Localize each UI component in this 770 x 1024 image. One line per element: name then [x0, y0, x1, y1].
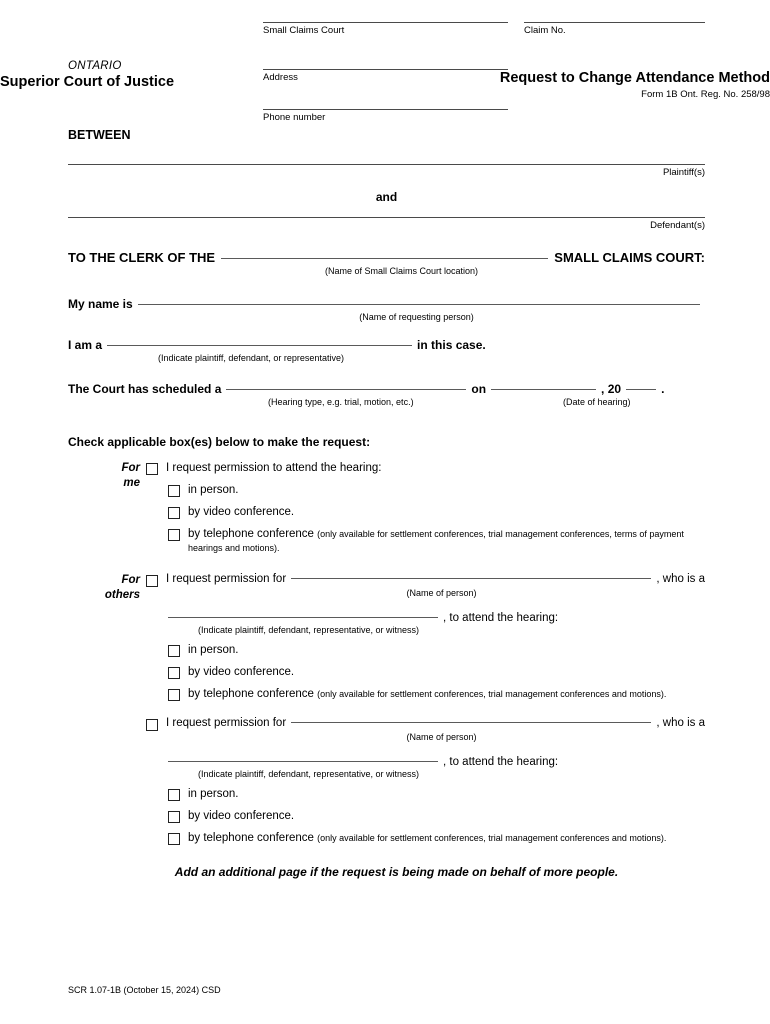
i-am-a-prefix: I am a [68, 338, 103, 352]
others1-role-suffix: , to attend the hearing: [443, 612, 559, 624]
scheduled-prefix: The Court has scheduled a [68, 382, 222, 396]
others1-in-person-row[interactable] [168, 643, 705, 657]
others2-prefix: I request permission for [166, 717, 287, 729]
me-telephone-label: by telephone conference [188, 528, 314, 540]
others2-in-person-row[interactable] [168, 787, 705, 801]
address-rule [263, 69, 508, 70]
others2-in-person-label: in person. [188, 788, 239, 800]
small-claims-court-label: Small Claims Court [263, 25, 345, 36]
for-me-tag [84, 461, 140, 491]
for-others-group-2 [68, 717, 705, 845]
scheduled-sub-labels [68, 397, 705, 409]
plaintiff-rule [68, 164, 705, 165]
hearing-type-input[interactable] [226, 389, 466, 390]
others1-in-person-label: in person. [188, 644, 239, 656]
others1-role-sub: (Indicate plaintiff, defendant, representative, or witness) [198, 625, 419, 635]
scheduled-period: . [661, 382, 665, 396]
checkbox-icon[interactable] [168, 529, 180, 541]
others2-role-sub: (Indicate plaintiff, defendant, representative, or witness) [198, 769, 419, 779]
claim-no-field[interactable] [524, 22, 705, 36]
checkbox-icon[interactable] [168, 833, 180, 845]
others1-telephone-text [188, 687, 666, 701]
defendant-field[interactable] [68, 217, 705, 231]
form-content [68, 0, 705, 879]
court-location-input[interactable] [221, 258, 548, 259]
defendant-label: Defendant(s) [650, 220, 705, 231]
others1-telephone-row[interactable] [168, 687, 705, 701]
for-me-tag-line1: For [121, 462, 140, 474]
checkbox-icon[interactable] [146, 575, 158, 587]
me-telephone-note: (only available for settlement conferences, trial management conferences, terms of payment hearings and motions). [188, 529, 684, 553]
others2-video-row[interactable] [168, 809, 705, 823]
checkbox-icon[interactable] [146, 719, 158, 731]
others1-prefix: I request permission for [166, 573, 287, 585]
me-video-label: by video conference. [188, 506, 295, 518]
checkbox-icon[interactable] [168, 645, 180, 657]
address-field[interactable] [263, 69, 508, 83]
others1-suffix: , who is a [656, 573, 705, 585]
others1-video-row[interactable] [168, 665, 705, 679]
others1-telephone-label: by telephone conference [188, 688, 314, 700]
for-me-tag-line2: me [123, 477, 140, 489]
others2-telephone-note: (only available for settlement conferences, trial management conferences and motions). [317, 833, 667, 843]
scheduled-on: on [471, 382, 487, 396]
court-name: Superior Court of Justice [0, 74, 175, 90]
form-number: Form 1B Ont. Reg. No. 258/98 [641, 89, 770, 100]
i-am-a-row [68, 338, 705, 352]
plaintiff-label: Plaintiff(s) [662, 167, 705, 178]
others2-role-row [168, 756, 705, 768]
claim-no-label: Claim No. [524, 25, 566, 36]
jurisdiction-label: ONTARIO [68, 60, 122, 72]
closing-note: Add an additional page if the request is being made on behalf of more people. [174, 865, 619, 879]
phone-rule [263, 109, 508, 110]
for-others-tag-line2: others [104, 589, 140, 601]
court-info-block [68, 14, 705, 126]
checkbox-icon[interactable] [168, 811, 180, 823]
phone-label: Phone number [263, 112, 326, 123]
others2-role-input[interactable] [168, 761, 438, 762]
my-name-row [68, 297, 705, 311]
small-claims-court-field[interactable] [263, 22, 508, 36]
requesting-person-sub: (Name of requesting person) [359, 312, 474, 322]
plaintiff-field[interactable] [68, 164, 705, 178]
others1-parent-checkbox-row[interactable] [146, 573, 705, 587]
others1-name-sub: (Name of person) [406, 588, 477, 598]
others2-person-line [166, 717, 705, 729]
me-parent-label: I request permission to attend the hearing: [166, 462, 382, 474]
others1-name-input[interactable] [291, 578, 651, 579]
for-others-group-1 [68, 573, 705, 701]
phone-field[interactable] [263, 109, 508, 123]
others1-video-label: by video conference. [188, 666, 295, 678]
me-video-row[interactable] [168, 505, 705, 519]
me-parent-checkbox-row[interactable] [146, 461, 705, 475]
requesting-person-input[interactable] [138, 304, 700, 305]
between-label: BETWEEN [68, 128, 131, 142]
checkbox-icon[interactable] [168, 789, 180, 801]
defendant-rule [68, 217, 705, 218]
others2-name-input[interactable] [291, 722, 651, 723]
others1-telephone-note: (only available for settlement conferences, trial management conferences and motions). [317, 689, 667, 699]
address-label: Address [263, 72, 298, 83]
others1-person-line [166, 573, 705, 585]
hearing-date-sub: (Date of hearing) [563, 397, 631, 407]
checkbox-icon[interactable] [168, 507, 180, 519]
others2-role-suffix: , to attend the hearing: [443, 756, 559, 768]
document-title: Request to Change Attendance Method [499, 70, 770, 86]
small-claims-court-rule [263, 22, 508, 23]
hearing-type-sub: (Hearing type, e.g. trial, motion, etc.) [268, 397, 414, 407]
others2-telephone-label: by telephone conference [188, 832, 314, 844]
others2-name-sub: (Name of person) [406, 732, 477, 742]
checkbox-icon[interactable] [168, 485, 180, 497]
others2-video-label: by video conference. [188, 810, 295, 822]
party-role-input[interactable] [107, 345, 412, 346]
me-in-person-row[interactable] [168, 483, 705, 497]
i-am-a-suffix: in this case. [417, 338, 486, 352]
scheduled-hearing-row [68, 382, 705, 396]
me-telephone-row[interactable] [168, 527, 705, 555]
party-role-sub: (Indicate plaintiff, defendant, or representative) [158, 353, 344, 363]
clerk-suffix: SMALL CLAIMS COURT: [554, 250, 705, 265]
others2-parent-checkbox-row[interactable] [146, 717, 705, 731]
scheduled-year-prefix: , 20 [601, 382, 622, 396]
for-me-group [68, 461, 705, 555]
and-label: and [375, 190, 398, 204]
checkbox-icon[interactable] [146, 463, 158, 475]
me-telephone-text [188, 527, 705, 555]
hearing-year-input[interactable] [626, 389, 656, 390]
others2-suffix: , who is a [656, 717, 705, 729]
checkbox-icon[interactable] [168, 667, 180, 679]
others2-telephone-text [188, 831, 666, 845]
for-others-tag [84, 573, 140, 603]
checkbox-icon[interactable] [168, 689, 180, 701]
others1-role-row [168, 612, 705, 624]
form-footer: SCR 1.07-1B (October 15, 2024) CSD [68, 985, 221, 995]
for-others-tag-line1: For [121, 574, 140, 586]
clerk-prefix: TO THE CLERK OF THE [68, 250, 216, 265]
me-in-person-label: in person. [188, 484, 239, 496]
claim-no-rule [524, 22, 705, 23]
others1-role-input[interactable] [168, 617, 438, 618]
others2-telephone-row[interactable] [168, 831, 705, 845]
court-location-sub: (Name of Small Claims Court location) [324, 266, 479, 276]
clerk-row [68, 250, 705, 265]
check-instruction: Check applicable box(es) below to make the request: [68, 435, 371, 449]
hearing-date-input[interactable] [491, 389, 596, 390]
my-name-prefix: My name is [68, 297, 133, 311]
